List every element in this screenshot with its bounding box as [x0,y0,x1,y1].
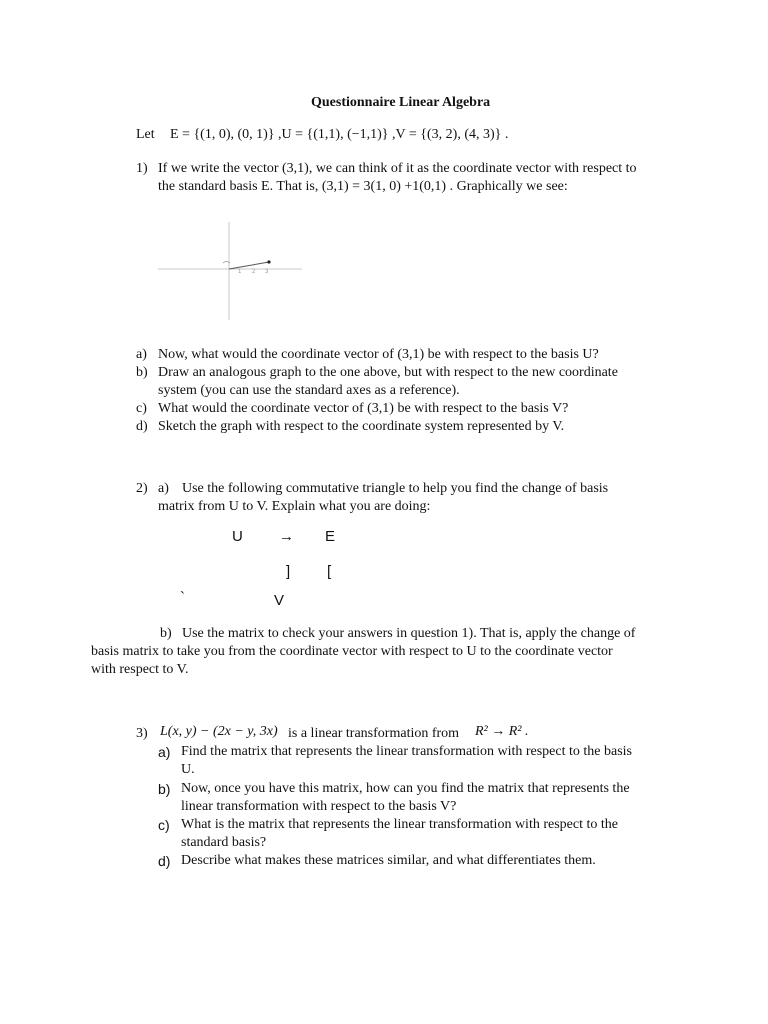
triangle-right-bracket: ] [286,563,291,580]
q3b-text-line-2: linear transformation with respect to the basis V? [181,799,457,814]
q2b-text-line-1: Use the matrix to check your answers in question 1). That is, apply the change of [182,626,636,641]
q3-number: 3) [136,726,148,741]
basis-definitions: E = {(1, 0), (0, 1)} ,U = {(1,1), (−1,1)} ,V = {(3, 2), (4, 3)} . [170,127,509,142]
q2a-text-line-1: Use the following commutative triangle to help you find the change of basis [182,481,609,496]
q2b-label: b) [160,626,172,641]
q1c-text: What would the coordinate vector of (3,1) be with respect to the basis V? [158,401,569,416]
q1a-text: Now, what would the coordinate vector of (3,1) be with respect to the basis U? [158,347,599,362]
q2a-text-line-2: matrix from U to V. Explain what you are doing: [158,499,431,514]
q3c-text-line-2: standard basis? [181,835,267,850]
q1-number: 1) [136,161,148,176]
q1b-label: b) [136,365,148,380]
triangle-tick-mark: ` [180,589,185,606]
q3a-text-line-1: Find the matrix that represents the linear transformation with respect to the basis [181,744,632,759]
arrow-right-icon: → [279,528,294,545]
q1-text-line-2: the standard basis E. That is, (3,1) = 3(1, 0) +1(0,1) . Graphically we see: [158,179,568,194]
q1c-label: c) [136,401,147,416]
q1a-label: a) [136,347,147,362]
q1d-label: d) [136,419,148,434]
q3-formula: L(x, y) − (2x − y, 3x) [160,724,278,739]
q1-text-line-1: If we write the vector (3,1), we can think of it as the coordinate vector with respect to [158,161,637,176]
tick-label: 1 [238,269,242,275]
q2a-label: a) [158,481,169,496]
q3b-text-line-1: Now, once you have this matrix, how can you find the matrix that represents the [181,781,630,796]
q1b-text-line-2: system (you can use the standard axes as a reference). [158,383,460,398]
q2b-text-line-2: basis matrix to take you from the coordinate vector with respect to U to the coordinate vector [91,644,613,659]
tick-label: 3 [265,269,269,275]
vector-arrow [229,262,269,269]
q3d-text: Describe what makes these matrices similar, and what differentiates them. [181,853,596,868]
let-label: Let [136,127,155,142]
triangle-node-e: E [325,528,336,545]
vector-endpoint [267,260,270,263]
q3c-text-line-1: What is the matrix that represents the linear transformation with respect to the [181,817,618,832]
q2-number: 2) [136,481,148,496]
triangle-left-bracket: [ [327,563,332,580]
tick-label: 2 [252,269,256,275]
q1d-text: Sketch the graph with respect to the coordinate system represented by V. [158,419,565,434]
q3b-label: b) [158,781,171,797]
q3a-text-line-2: U. [181,762,195,777]
q3a-label: a) [158,744,171,760]
triangle-node-v: V [274,592,285,609]
q2b-text-line-3: with respect to V. [91,662,189,677]
q3-text: is a linear transformation from [288,726,460,741]
q1b-text-line-1: Draw an analogous graph to the one above, but with respect to the new coordinate [158,365,618,380]
q3-mapping: R² → R² . [475,724,529,739]
vector-graph [156,220,304,322]
page-title: Questionnaire Linear Algebra [311,95,491,110]
q3d-label: d) [158,853,171,869]
q3c-label: c) [158,817,170,833]
triangle-node-u: U [232,528,243,545]
